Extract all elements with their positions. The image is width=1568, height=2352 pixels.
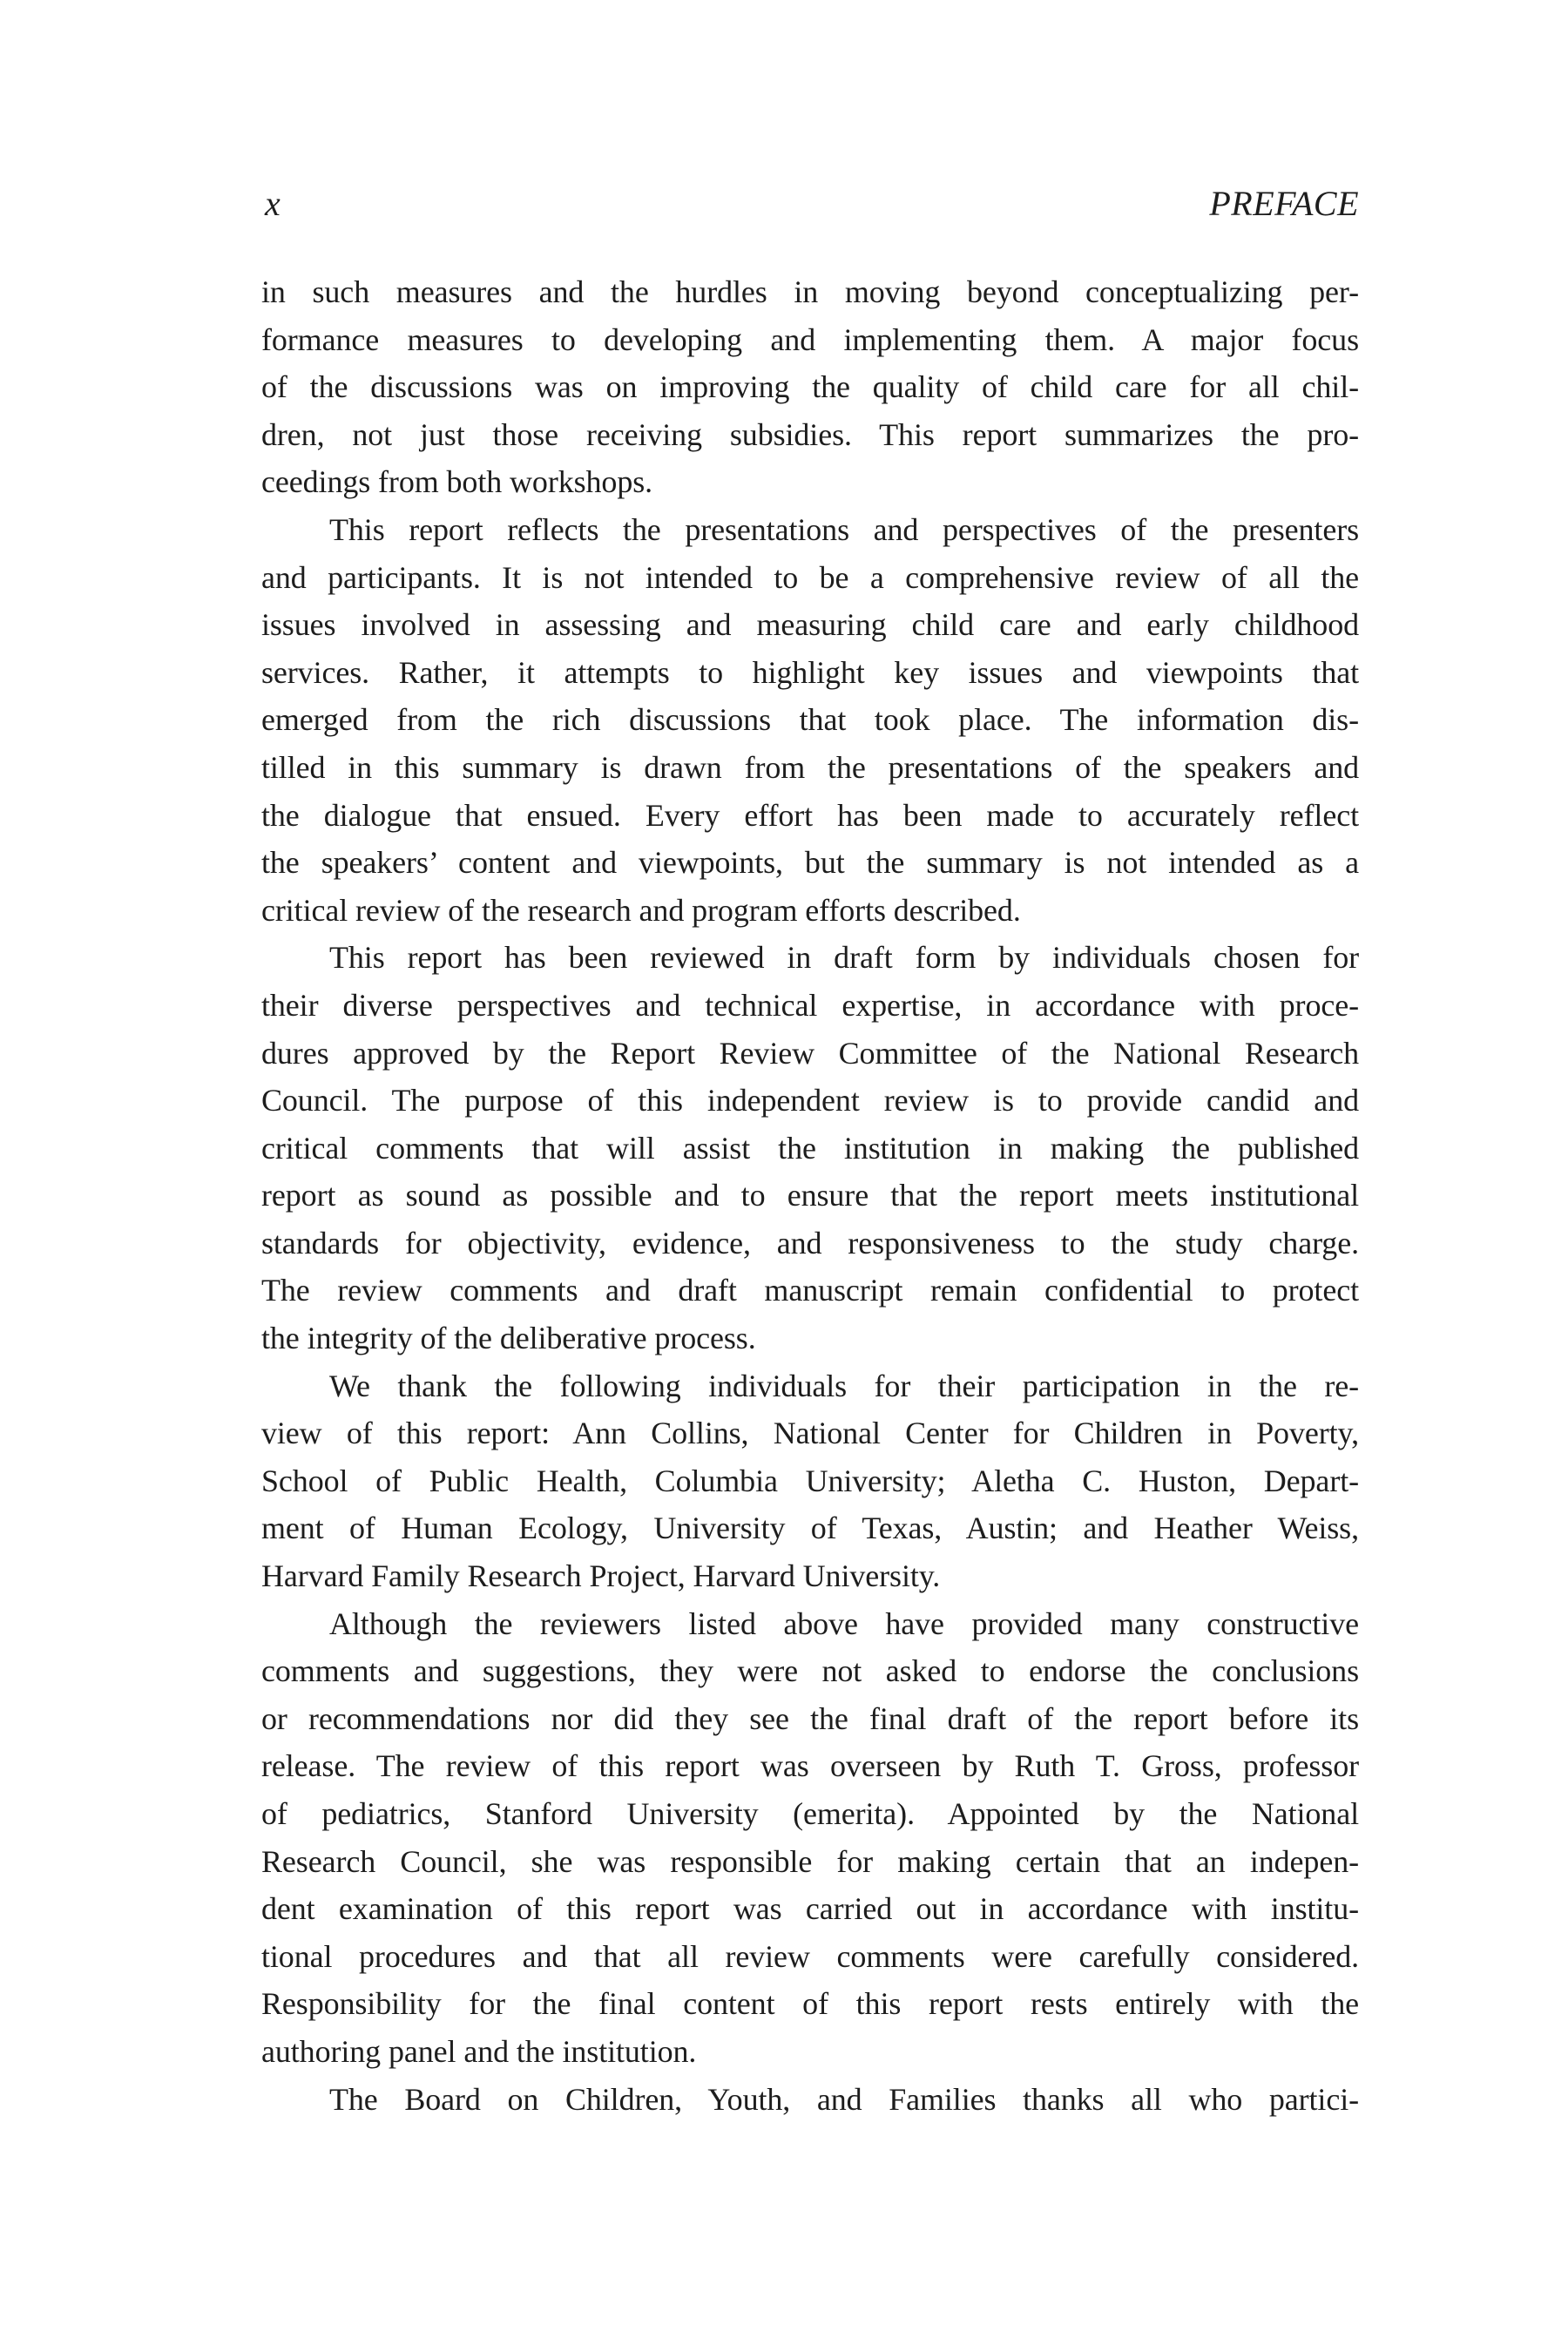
body-line: report as sound as possible and to ensure that the report meets institutional xyxy=(261,1178,1359,1213)
body-line: emerged from the rich discussions that took place. The information dis- xyxy=(261,702,1359,738)
running-head-title: PREFACE xyxy=(1209,184,1359,223)
body-line: critical comments that will assist the institution in making the published xyxy=(261,1130,1359,1166)
body-line: dent examination of this report was carried out in accordance with institu- xyxy=(261,1891,1359,1927)
body-line: Research Council, she was responsible for making certain that an indepen- xyxy=(261,1843,1359,1879)
body-line: the speakers’ content and viewpoints, but the summary is not intended as a xyxy=(261,845,1359,881)
body-line: Council. The purpose of this independent review is to provide candid and xyxy=(261,1083,1359,1119)
body-line: the dialogue that ensued. Every effort has been made to accurately reflect xyxy=(261,797,1359,833)
page-number: x xyxy=(265,184,280,223)
body-line: We thank the following individuals for their participation in the re- xyxy=(329,1368,1359,1403)
body-line: issues involved in assessing and measuring child care and early childhood xyxy=(261,607,1359,643)
body-line: critical review of the research and program efforts described. xyxy=(261,892,1021,928)
body-line: their diverse perspectives and technical expertise, in accordance with proce- xyxy=(261,987,1359,1023)
body-line: Responsibility for the final content of this report rests entirely with the xyxy=(261,1986,1359,2022)
page-header xyxy=(263,185,1359,226)
body-line: comments and suggestions, they were not asked to endorse the conclusions xyxy=(261,1653,1359,1689)
body-line: services. Rather, it attempts to highlight key issues and viewpoints that xyxy=(261,654,1359,690)
body-line: in such measures and the hurdles in moving beyond conceptualizing per- xyxy=(261,274,1359,309)
body-line: of the discussions was on improving the quality of child care for all chil- xyxy=(261,369,1359,405)
body-line: the integrity of the deliberative process. xyxy=(261,1321,756,1356)
body-line: or recommendations nor did they see the final draft of the report before its xyxy=(261,1700,1359,1736)
body-line: and participants. It is not intended to be a comprehensive review of all the xyxy=(261,559,1359,595)
body-line: ceedings from both workshops. xyxy=(261,464,653,500)
body-line: This report reflects the presentations and perspectives of the presenters xyxy=(329,511,1359,547)
body-line: dren, not just those receiving subsidies. This report summarizes the pro- xyxy=(261,416,1359,452)
body-line: Although the reviewers listed above have provided many constructive xyxy=(329,1605,1359,1641)
body-line: The Board on Children, Youth, and Families thanks all who partici- xyxy=(329,2081,1359,2117)
body-line: tional procedures and that all review comments were carefully considered. xyxy=(261,1938,1359,1974)
body-line: release. The review of this report was overseen by Ruth T. Gross, professor xyxy=(261,1748,1359,1784)
body-line: standards for objectivity, evidence, and responsiveness to the study charge. xyxy=(261,1225,1359,1260)
body-line: of pediatrics, Stanford University (emerita). Appointed by the National xyxy=(261,1796,1359,1831)
body-line: School of Public Health, Columbia University; Aletha C. Huston, Depart- xyxy=(261,1463,1359,1498)
body-line: Harvard Family Research Project, Harvard University. xyxy=(261,1558,941,1594)
body-line: The review comments and draft manuscript remain confidential to protect xyxy=(261,1273,1359,1308)
body-line: dures approved by the Report Review Committee of the National Research xyxy=(261,1035,1359,1071)
text-block xyxy=(261,268,1359,2123)
body-line: tilled in this summary is drawn from the presentations of the speakers and xyxy=(261,749,1359,785)
body-line: formance measures to developing and implementing them. A major focus xyxy=(261,321,1359,357)
body-line: authoring panel and the institution. xyxy=(261,2033,697,2069)
body-line: This report has been reviewed in draft form by individuals chosen for xyxy=(329,940,1359,976)
body-line: view of this report: Ann Collins, National Center for Children in Poverty, xyxy=(261,1416,1359,1451)
body-line: ment of Human Ecology, University of Texas, Austin; and Heather Weiss, xyxy=(261,1511,1359,1546)
